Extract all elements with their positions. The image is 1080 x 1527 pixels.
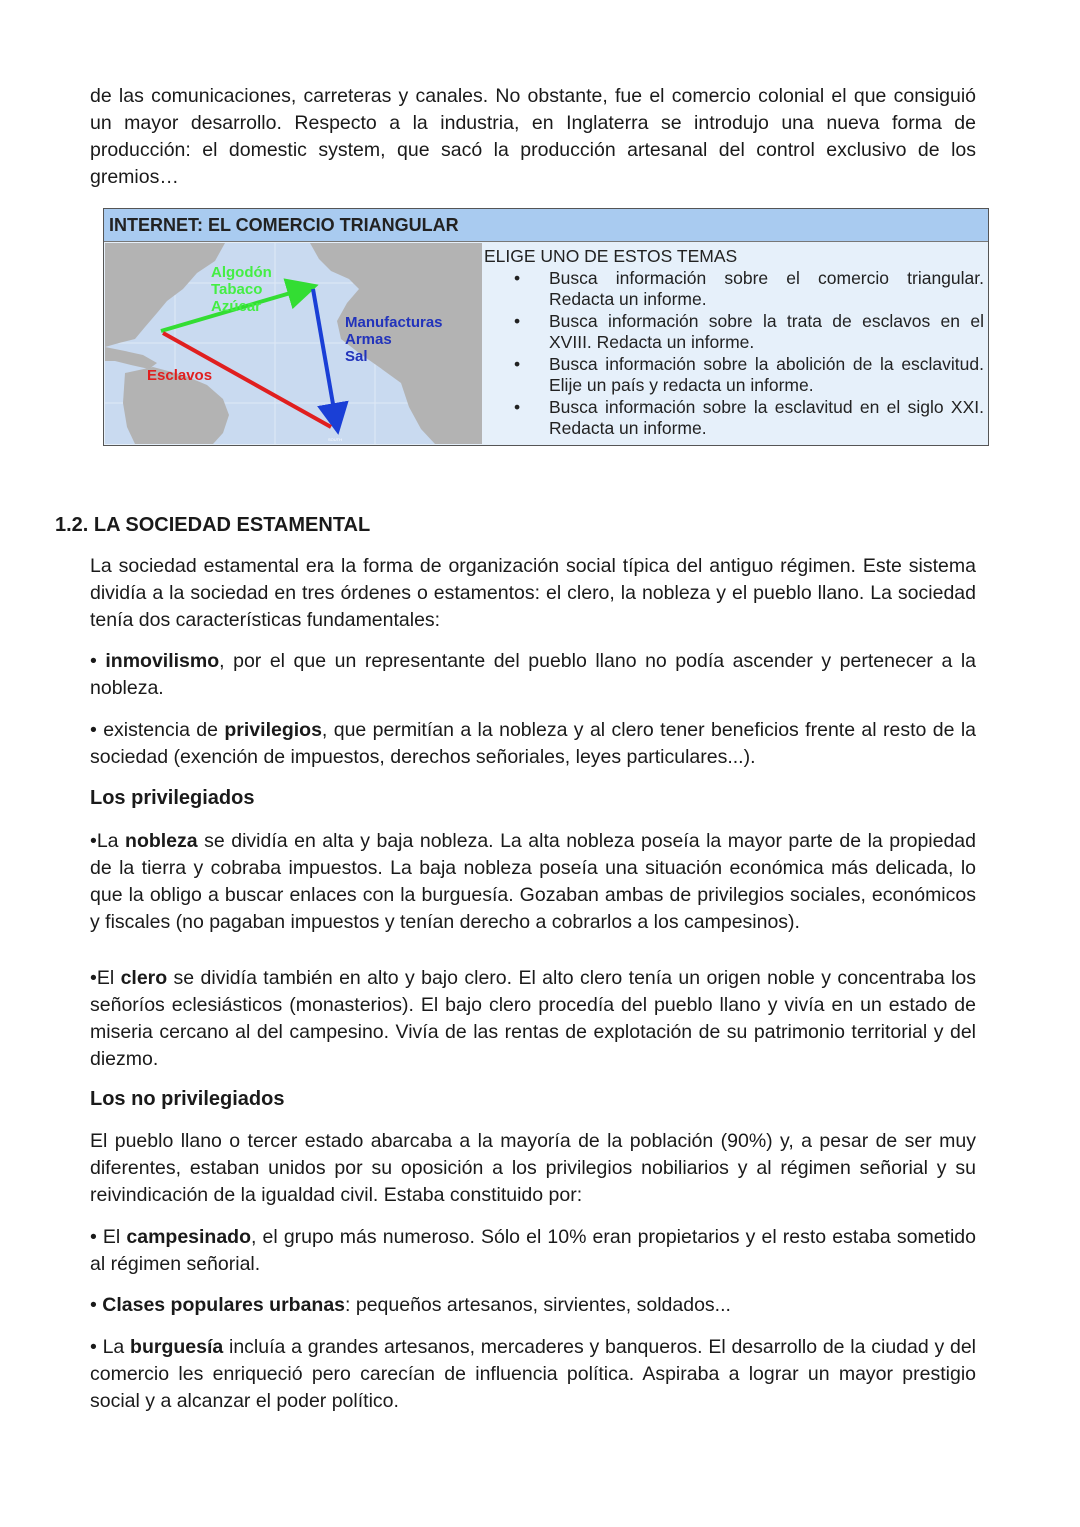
task-item: • Busca información sobre la trata de esclavos en el XVIII. Redacta un informe. <box>484 311 984 354</box>
task-item: • Busca información sobre la abolición de la esclavitud. Elije un país y redacta un informe. <box>484 354 984 397</box>
map-south-label: SOUTH <box>328 437 342 442</box>
label-azucar: Azúcar <box>211 298 262 315</box>
campesinado-item: • El campesinado, el grupo más numeroso. Sólo el 10% eran propietarios y el resto estaba sometido al régimen señorial. <box>90 1226 976 1275</box>
section-intro: La sociedad estamental era la forma de organización social típica del antiguo régimen. Este sistema dividía a la sociedad en tres órdenes o estamentos: el clero, la nobleza y el pueblo llano. La sociedad tenía dos características fundamentales: <box>90 555 976 631</box>
label-sal: Sal <box>345 348 368 365</box>
tasks-title: ELIGE UNO DE ESTOS TEMAS <box>484 246 738 266</box>
triangular-trade-map <box>105 243 482 444</box>
characteristic-privilegios: • existencia de privilegios, que permitían a la nobleza y al clero tener beneficios frente al resto de la sociedad (exención de impuestos, derechos señoriales, leyes particulares...). <box>90 719 976 768</box>
task-item: • Busca información sobre la esclavitud en el siglo XXI. Redacta un informe. <box>484 397 984 440</box>
privileged-heading: Los privilegiados <box>90 787 255 809</box>
label-manufacturas: Manufacturas <box>345 314 443 331</box>
clases-populares-item: • Clases populares urbanas: pequeños artesanos, sirvientes, soldados... <box>90 1294 731 1316</box>
intro-paragraph: de las comunicaciones, carreteras y canales. No obstante, fue el comercio colonial el que consiguió un mayor desarrollo. Respecto a la industria, en Inglaterra se introdujo una nueva forma de producción: el domestic system, que sacó la producción artesanal del control exclusivo de los gremios… <box>90 85 976 188</box>
clero-paragraph: •El clero se dividía también en alto y bajo clero. El alto clero tenía un origen noble y concentraba los señoríos eclesiásticos (monasterios). El bajo clero procedía del pueblo llano y vivía en un estado de miseria cercano al del campesino. Vivía de las rentas de explotación de su patrimonio territorial y del diezmo. <box>90 967 976 1070</box>
burguesia-item: • La burguesía incluía a grandes artesanos, mercaderes y banqueros. El desarrollo de la ciudad y del comercio les enriqueció pero carecían de influencia política. Aspiraba a lograr un mayor prestigio social y a alcanzar el poder político. <box>90 1336 976 1412</box>
non-privileged-heading: Los no privilegiados <box>90 1088 285 1110</box>
characteristic-inmovilismo: • inmovilismo, por el que un representante del pueblo llano no podía ascender y pertenecer a la nobleza. <box>90 650 976 699</box>
label-algodon: Algodón <box>211 264 272 281</box>
section-heading: 1.2. LA SOCIEDAD ESTAMENTAL <box>55 514 371 536</box>
label-esclavos: Esclavos <box>147 367 213 384</box>
label-tabaco: Tabaco <box>211 281 263 298</box>
tasks-panel <box>484 246 984 440</box>
tasks-list <box>484 268 984 440</box>
pueblo-llano-paragraph: El pueblo llano o tercer estado abarcaba a la mayoría de la población (90%) y, a pesar de ser muy diferentes, estaban unidos por su oposición a los privilegios nobiliarios y al régimen señorial y su reivindicación de la igualdad civil. Estaba constituido por: <box>90 1130 976 1206</box>
internet-activity-box <box>103 208 989 446</box>
label-armas: Armas <box>345 331 392 348</box>
task-item: • Busca información sobre el comercio triangular. Redacta un informe. <box>484 268 984 311</box>
nobleza-paragraph: •La nobleza se dividía en alta y baja nobleza. La alta nobleza poseía la mayor parte de la propiedad de la tierra y cobraba impuestos. La baja nobleza poseía una situación económica más delicada, lo que la obligo a buscar enlaces con la burguesía. Gozaban ambas de privilegios sociales, económicos y fiscales (no pagaban impuestos y tenían derecho a cobrarlos a los campesinos). <box>90 830 976 933</box>
box-title: INTERNET: EL COMERCIO TRIANGULAR <box>104 209 988 242</box>
